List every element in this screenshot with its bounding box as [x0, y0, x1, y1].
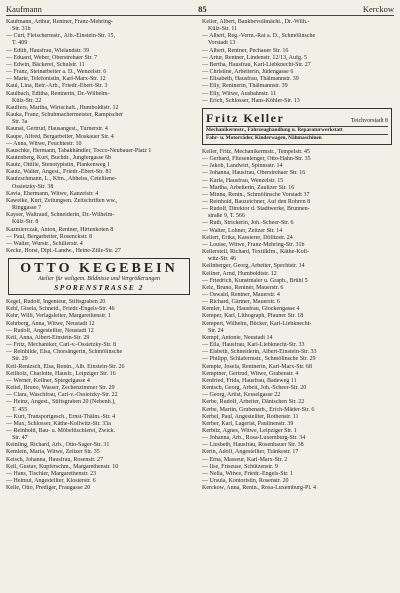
- entry-line: — Elisabeth, Hausfrau, Thälmannstr. 39: [202, 76, 299, 83]
- entry-line: — Helmut, Angestellter, Klosterstr. 6: [6, 478, 96, 485]
- entry-line: Keil, Anna, Albert-Einstein-Str. 29: [6, 334, 90, 341]
- entry-line: T. 409: [12, 40, 28, 47]
- right-column: [202, 19, 392, 492]
- entry-line: Kempte, Josefa, Rentnerin, Karl-Marx-Str. 68: [202, 363, 312, 370]
- entry-line: — Christine, Arbeiterin, Jüdengasse 6: [202, 69, 294, 76]
- entry-line: Kellner, Arnd, Humboldtstr. 12: [202, 270, 277, 277]
- entry-line: — Reinhold, Bau- u. Möbeltischlerei, Zwick.: [6, 427, 116, 434]
- entry-line: — Eduard, Weber, Oberstrehaer Str. 7: [6, 54, 98, 61]
- entry-line: — Martha, Arbeiterin, Zauitzer Str. 16: [202, 184, 295, 191]
- entry-line: Kempert, Wilhelm, Bücker, Karl-Liebknecht-: [202, 320, 312, 327]
- entry-line: — Oswald, Rentner, Mauerstr. 4: [202, 292, 280, 298]
- entry-line: Kaupe, Alfrèd, Bergarbeiter, Moskauer Str. 4: [6, 133, 114, 140]
- right-bottom-entries: [202, 149, 392, 493]
- entry-line: Kentsch, Georg, Arbeit, Joh.-Scheer-Str. 20: [202, 385, 307, 392]
- entry-line: — Reinhilde, Elsa, Chorsängerin, Schmölinsche: [6, 349, 123, 356]
- entry-line: — Georg, Artist, Kesselgasse 22: [202, 392, 281, 399]
- entry-line: Kehr, Willi, Verlagsleiter, Margarethenstr. 1: [6, 313, 111, 320]
- entry-line: Kell, Gustav, Kupferschm., Margarethenstr. 10: [6, 463, 119, 470]
- entry-line: Kaweike, Kurt, Zeitungsen. Zeitschriften ww.,: [6, 197, 118, 204]
- entry-line: — Philipp, Schlafermstr., Schmölinsche Str. 29: [202, 356, 316, 363]
- left-column: [6, 19, 194, 492]
- ad-otto-kegebein: [8, 258, 190, 295]
- entry-line: — Edwin, Bäckerei, Schulstr. 11: [6, 61, 85, 68]
- entry-line: — Liesbeth, Hausfrau, Rosenhauer Str. 38: [202, 442, 304, 449]
- entry-line: Kellnberger, Georg, Arbeiter, Spechtstr. 14: [202, 263, 305, 270]
- ad-address: Teichvorstadt 8: [350, 117, 388, 124]
- entry-line: Kaufmann, Arthur, Rentner, Franz-Mehring-: [6, 19, 113, 25]
- entry-line: Kelsch, Johanna, Hausfrau, Rosenstr. 27: [6, 456, 103, 463]
- entry-line: Str. 29: [12, 356, 28, 363]
- entry-line: — Walter, Wurstr., Schillerstr. 4: [6, 240, 83, 247]
- entry-line: Vorstadt 13: [208, 40, 236, 47]
- entry-line: Str. 47: [12, 435, 28, 442]
- entry-line: — Walter, Lohner, Zeitzer Str. 14: [202, 227, 283, 234]
- entry-line: Kehrberg, Anna, Witwe, Neustadt 12: [6, 320, 95, 327]
- entry-line: — Friedrich, Kunstmaler u. Graph., Brühl 5: [202, 277, 308, 284]
- right-top-entries: [202, 19, 392, 105]
- entry-line: Kautzschmann, L., Kfm., Abhelss, Ceteliiene-: [6, 176, 117, 183]
- entry-line: Kerbe, Martin, Grubenarb., Erich-Mäder-Str. 6: [202, 406, 315, 413]
- entry-line: — Elly, Rentnerin, Thälmannstr. 39: [202, 83, 288, 90]
- entry-line: — Albert, Rentner, Pechauer Str. 16: [202, 47, 289, 54]
- entry-line: Kaulbach, Editha, Rentnerin, Dr.-Wilhelm-: [6, 90, 110, 97]
- entry-line: Kazmierczak, Anton, Rentner, Hirtenkoten 8: [6, 226, 114, 233]
- entry-line: — Marie, Telefonistin, Karl-Marx-Str. 12: [6, 76, 106, 83]
- entry-line: Kavia, Ehermann, Witwe, Kanzeistr. 4: [6, 190, 99, 197]
- entry-line: Kemler, Lina, Hausfrau, Glockengasse 4: [202, 306, 300, 313]
- ad-name: Fritz Keller: [206, 110, 285, 125]
- entry-line: Kenfried, Frida, Hausfrau, Badeweg 11: [202, 377, 297, 384]
- entry-line: Kemptner, Gertrud, Witwe, Grabenstr. 4: [202, 370, 299, 377]
- entry-line: straße 9, T. 566: [208, 213, 245, 220]
- entry-line: Kerckow, Anna, Rentn., Rosa-Luxemburg-Pl. 4: [202, 485, 316, 492]
- entry-line: Kegel, Rudolf, Ingenieur, Stiftsgraben 20: [6, 299, 106, 306]
- entry-line: — Erna, Masseur, Karl-Marx-Str. 2: [202, 456, 288, 463]
- entry-line: — Bertha, Hausfrau, Karl-Liebknecht-Str. 27: [202, 61, 311, 68]
- entry-line: — Johanna, Hausfrau, Oberstrehaer Str. 16: [202, 170, 306, 177]
- entry-line: Str. 3a: [12, 119, 28, 126]
- entry-line: Kayser, Waltraud, Schneiderin, Dr.-Wilhelm-: [6, 212, 115, 219]
- header-first-entry: Kaufmann: [6, 4, 42, 14]
- entry-line: Kaul, Lina, Betr.-Arb., Friedr.-Ebert-Str. 3: [6, 83, 108, 90]
- entry-line: — Elly, Witwe, Ausbahnstr. 11: [202, 90, 277, 97]
- entry-line: Kerbe, Rudolf, Arbeiter, Dänischen Str. 22: [202, 399, 305, 406]
- entry-line: — Nella, Witwe, Friedr.-Engels-Str. 1: [202, 470, 293, 477]
- entry-line: — Kurt, Transportgesch., Ernst-Thälm.-Str. 4: [6, 413, 116, 420]
- entry-line: Kempf, Antonie, Neustadt 14: [202, 334, 273, 341]
- entry-line: Kautenberg, Kurt, Buchdr., Jungfergasse 6b: [6, 154, 112, 161]
- entry-line: — Jakob, Landwirt, Spinnsstr. 14: [202, 163, 283, 170]
- entry-line: Kerbitz, Agnes, Witwe, Leipziger Str. 1: [202, 427, 297, 434]
- entry-line: Ringgasse 7: [12, 205, 42, 212]
- entry-line: Kaunat, Gertrud, Hausangest., Turnerstr. 4: [6, 126, 108, 133]
- ad-fritz-keller: [202, 108, 392, 145]
- entry-line: T. 455: [12, 406, 28, 413]
- entry-line: — Ruth, Strickerin, Joh.-Scheer-Str. 6: [202, 220, 294, 227]
- ad-description: Mechanikermstr., Fahrzeughandlung u. Reparaturwerkstatt: [206, 126, 388, 134]
- page-number: 85: [198, 4, 207, 14]
- entry-line: — Paul, Bergarbeiter, Rosenckstr. 8: [6, 233, 93, 240]
- entry-line: Külz-Str. 8: [12, 219, 39, 226]
- entry-line: — Werner, Kellner, Spiegelgasse 4: [6, 377, 90, 384]
- entry-line: Külz-Str. 22: [12, 97, 42, 104]
- entry-line: Kellerstell, Richard, Textilkfm., Käthe-Koll-: [202, 249, 309, 256]
- entry-line: — Elsbeth, Schneiderin, Albert-Einstein-Str. 33: [202, 349, 317, 356]
- entry-line: — Ella, Hausfrau, Karl-Liebknecht-Str. 33: [202, 342, 305, 349]
- entry-line: — Johanna, Arb., Rosa-Luxemburg-Str. 34: [202, 435, 306, 442]
- left-top-entries: [6, 19, 194, 255]
- entry-line: — Minna, Rentn., Schmölinsche Vorstadt 37: [202, 191, 310, 198]
- entry-line: — Edith, Hausfrau, Wielandstr. 39: [6, 47, 90, 54]
- entry-line: — Anna, Witwe, Feuchtestr. 10: [6, 140, 82, 147]
- ad-description: Atelier für weltgem. Bildnisse und Vergrößerungen: [37, 276, 161, 283]
- ad-address: SPORENSTRASSE 2: [54, 283, 144, 293]
- entry-line: — Ursula, Kontoristin, Rosenstr. 20: [202, 478, 289, 485]
- entry-line: — Gerhard, Fliesenlenger, Otto-Hahn-Str. 35: [202, 156, 311, 163]
- entry-line: Kautz, Walter, Angest., Friedr.-Ebert-Str. 81: [6, 169, 112, 176]
- page-header: [6, 4, 394, 16]
- entry-line: Kehl, Gisela, Schneid., Friedr.-Engels-Str. 46: [6, 306, 115, 313]
- entry-line: Kecke, Horst, Dipl.-Landw., Heine-Zille-Str. 27: [6, 248, 121, 254]
- left-bottom-entries: [6, 299, 194, 492]
- entry-line: witz-Str. 46: [208, 256, 236, 263]
- ad-name: OTTO KEGEBEIN: [20, 261, 178, 277]
- entry-line: — Rudolf, Angestellter, Neustadt 12: [6, 327, 94, 334]
- entry-line: — Fritz, Mechaniker, Carl-v.-Ossietzky-Str. 8: [6, 342, 117, 349]
- entry-line: Kauka, Franz, Schuhmachermeister, Rampischer: [6, 112, 124, 119]
- entry-line: — Erich, Schlosser, Hans-Köhler-Str. 13: [202, 97, 300, 104]
- entry-line: Kerber, Karl, Lagerist, Paulinenstr. 39: [202, 420, 294, 427]
- entry-line: — Louise, Witwe, Franz-Mehring-Str. 31b: [202, 241, 305, 248]
- entry-line: Kaulfers, Martha, Wirtschaft., Humboldtstr. 12: [6, 104, 119, 111]
- entry-line: Kelz, Bruno, Rentner, Mauerstr. 6: [202, 284, 284, 291]
- header-last-entry: Kerckow: [362, 4, 394, 14]
- entry-line: Kerbel, Paul, Angestellter, Rothenstr. 11: [202, 413, 299, 420]
- entry-line: Keilholz, Charlotte, Hausfr., Leipziger Str. 16: [6, 370, 116, 377]
- entry-line: Str. 24: [208, 327, 224, 334]
- entry-line: Kauschke, Hermann, Tabakhändler, Tocco-Neubauer-Platz 1: [6, 147, 152, 154]
- entry-line: — Heinz, Angest., Stiftsgraben 20 (Nebenh.),: [6, 399, 116, 406]
- entry-line: — Reinhold, Bauzeichner, Auf den Rohren 8: [202, 198, 311, 205]
- entry-line: — Franz, Steinarbeiter a. D., Wenzelstr. 6: [6, 69, 107, 76]
- entry-line: Kerin, Adolf, Angestellter, Tränkestr. 17: [202, 449, 299, 456]
- entry-line: Kemlein, Maria, Witwe, Zeitzer Str. 35: [6, 449, 100, 456]
- entry-line: Ossietzky-Str. 38: [12, 183, 54, 190]
- entry-line: — Albert, Reg.-Verm.-Rat a. D., Schmölinsche: [202, 33, 316, 40]
- entry-line: — Clara, Waschfrau, Carl-v.-Ossietzky-Str. 22: [6, 392, 118, 399]
- entry-line: — Richard, Gärtner, Mauerstr. 6: [202, 299, 280, 306]
- entry-line: — Hans, Tischler, Margarethenstr. 23: [6, 470, 97, 477]
- entry-line: — Ilse, Friseuse, Schützenstr. 9: [202, 463, 278, 470]
- entry-line: Str. 31b: [12, 26, 31, 33]
- entry-line: Keil-Rentzsch, Elsa, Rentn., Alb. Einstein-Str. 26: [6, 363, 125, 370]
- entry-line: — Max, Schlosser, Käthe-Kollwitz-Str. 33a: [6, 420, 111, 427]
- entry-line: Kellert, Erika, Kassierer, Dölitzstr. 24: [202, 234, 293, 241]
- entry-line: Kemper, Karl, Lithograph, Pfauner Str. 18: [202, 313, 304, 320]
- entry-line: Külz-Str. 11: [208, 26, 238, 33]
- entry-line: — Karla, Hausfrau, Wenzelstr. 15: [202, 177, 284, 184]
- entry-line: Keitel, Bruno, Wasser, Zechenzimmer Str. 29: [6, 385, 115, 392]
- ad-products: Fahr- u. Motorräder, Kinderwagen, Nähmaschinen: [206, 134, 388, 142]
- entry-line: Kautz, Ottilie, Stenotypistin, Plankenweg 1: [6, 162, 111, 169]
- entry-line: Keinling, Richard, Arb., Otto-Sager-Str. 31: [6, 442, 110, 449]
- entry-line: — Artur, Rentner, Lindenstr. 12/13, Aufg. 5: [202, 54, 308, 61]
- entry-line: Kelle, Otto, Prediger, Fraugasse 20: [6, 485, 91, 492]
- entry-line: — Rudolf, Direktor d. Stadtwerke, Brunnen-: [202, 206, 310, 213]
- entry-line: — Curt, Fleischermstr., Alb.-Einstein-Str. 15,: [6, 33, 115, 40]
- entry-line: Keller, Albert, Bankbevollmächt., Dr.-Wilh.-: [202, 19, 310, 25]
- entry-line: Keller, Fritz, Mechanikermstr., Tempelstr. 45: [202, 148, 311, 155]
